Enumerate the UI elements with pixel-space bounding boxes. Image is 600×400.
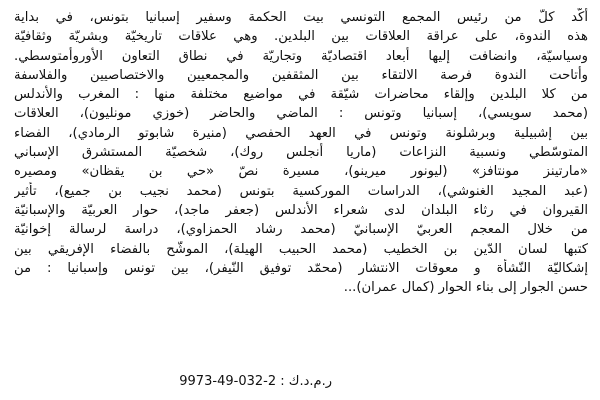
text-line: وأتاحت الندوة فرصة الالتقاء بين المثقفين والمجمعيين والاختصاصيين والفلاسفة <box>14 67 588 83</box>
text-line: المتوسّطي ونسبية النزاعات (ماريا أنجلس روك)، شخصيّة المستشرق الإسباني <box>14 145 588 161</box>
text-line: القيروان في رثاء البلدان لدى شعراء الأندلس (جعفر ماجد)، حوار العربيّة والإسبانيّة <box>14 202 588 218</box>
text-line: من خلال المعجم العربيّ الإسبانيّ (محمد رشاد الحمزاوي)، دراسة لرسالة إخوانيّة <box>14 222 588 238</box>
text-line-last: حسن الجوار إلى بناء الحوار (كمال عمران)... <box>343 280 588 296</box>
text-line: بين إشبيلية وبرشلونة وتونس في العهد الحفصي (منيرة شابوتو الرمادي)، الفضاء <box>14 125 588 141</box>
text-line: من كلا البلدين وإلقاء محاضرات شيّقة في مواضيع مختلفة منها : المغرب والأندلس <box>14 87 588 103</box>
text-line: أكّد كلّ من رئيس المجمع التونسي بيت الحكمة وسفير إسبانيا بتونس، في بداية <box>14 10 588 25</box>
text-line: كتبها لسان الدّين بن الخطيب (محمد الحبيب الهيلة)، الموشّح بالفضاء الإفريقي بين <box>14 241 588 257</box>
text-line: (محمد سويسي)، إسبانيا وتونس : الماضي والحاضر (خوزي مونليون)، العلاقات <box>14 106 588 122</box>
text-line: إشكاليّة النّشأة و معوقات الانتشار (محمّد توفيق النّيفر)، بين تونس وإسبانيا : من <box>14 260 588 276</box>
text-line: وسياسيّة، وانضافت إليها أبعاد اقتصاديّة وتجاريّة في نطاق التعاون الأوروأمتوسطي. <box>14 48 588 64</box>
text-line: هذه الندوة، على عراقة العلاقات بين البلدين. وهي علاقات تاريخيّة وبشريّة وثقافيّة <box>14 29 588 45</box>
isbn-line: ر.م.د.ك : 2-032-49-9973 <box>179 374 332 389</box>
text-line: «مارتينز مونتافز» (ليونور ميرينو)، مسيرة نصّ «حي بن يقظان» ومصيره <box>14 164 588 180</box>
article-body <box>14 8 588 297</box>
text-line: (عبد المجيد الغنوشي)، الدراسات الموركسية بتونس (محمد نجيب بن جميع)، تأثير <box>14 183 588 199</box>
